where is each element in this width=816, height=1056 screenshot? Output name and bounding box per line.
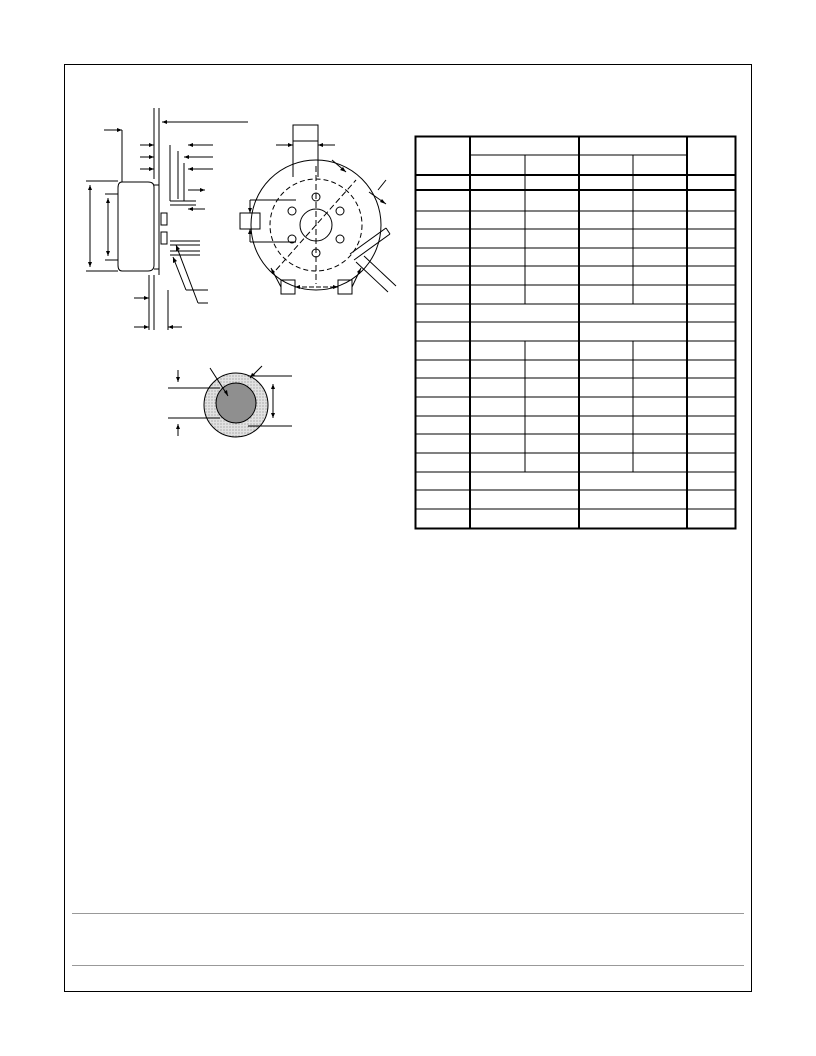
dimension-table	[414, 135, 738, 531]
side-view-drawing	[78, 105, 258, 335]
bottom-view-drawing	[236, 120, 406, 300]
lead-section-detail	[160, 360, 300, 450]
footer-rule-top	[72, 913, 744, 914]
footer-rule-bottom	[72, 965, 744, 966]
